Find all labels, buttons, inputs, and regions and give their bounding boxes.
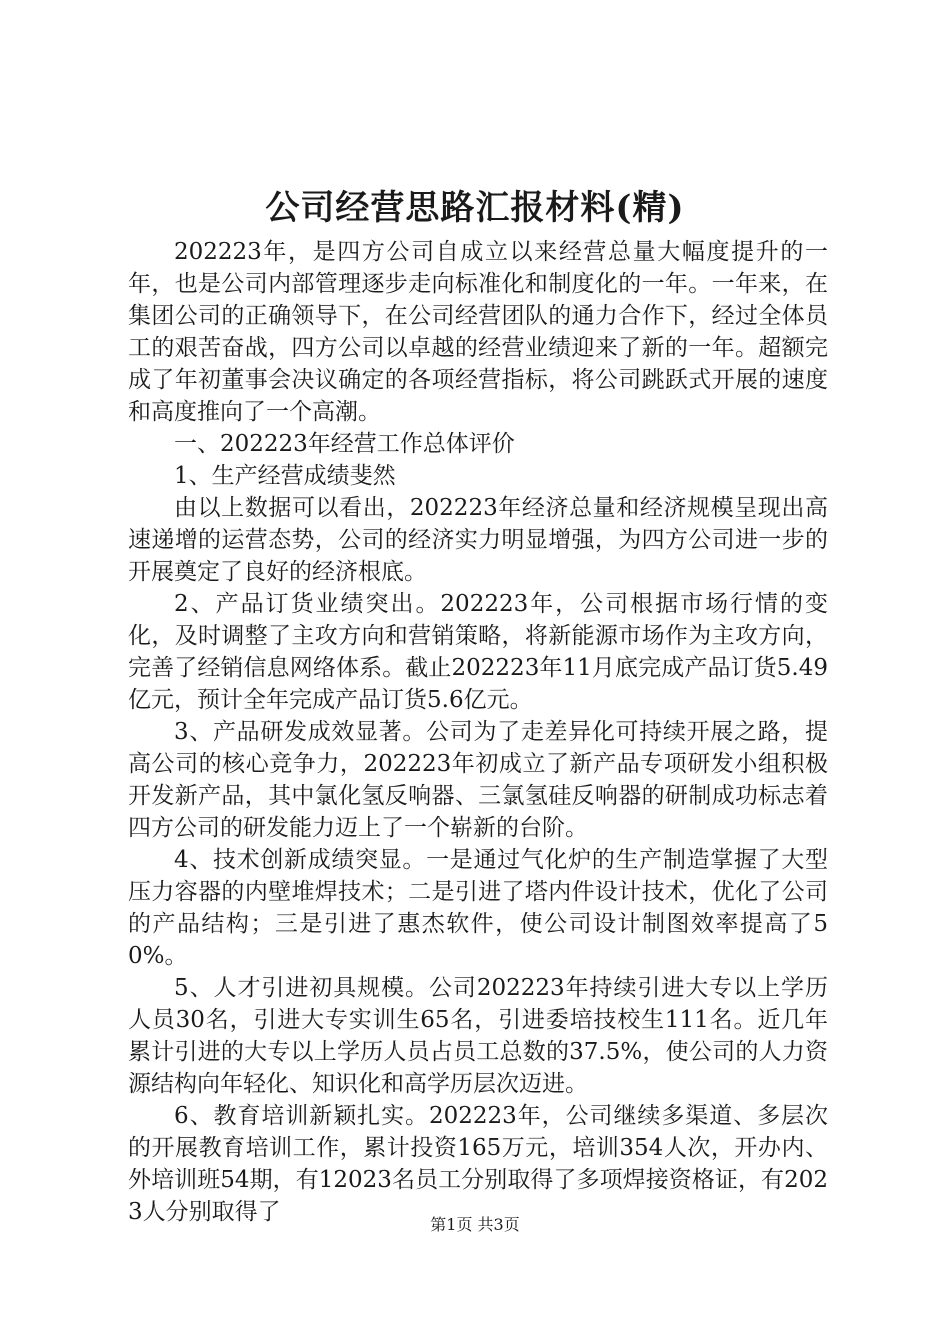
paragraph-economic-summary: 由以上数据可以看出，202223年经济总量和经济规模呈现出高速递增的运营态势，公司的经济实力明显增强，为四方公司进一步的开展奠定了良好的经济根底。 (128, 495, 828, 585)
page-number-footer: 第1页 共3页 (430, 1215, 520, 1234)
document-title: 公司经营思路汇报材料(精) (265, 188, 685, 228)
paragraph-innovation: 4、技术创新成绩突显。一是通过气化炉的生产制造掌握了大型压力容器的内壁堆焊技术；二是引进了塔内件设计技术，优化了公司的产品结构；三是引进了惠杰软件，使公司设计制图效率提高了50%。 (128, 847, 828, 969)
paragraph-intro: 202223年，是四方公司自成立以来经营总量大幅度提升的一年，也是公司内部管理逐步走向标准化和制度化的一年。一年来，在集团公司的正确领导下，在公司经营团队的通力合作下，经过全体员工的艰苦奋战，四方公司以卓越的经营业绩迎来了新的一年。超额完成了年初董事会决议确定的各项经营指标，将公司跳跃式开展的速度和高度推向了一个高潮。 (128, 239, 828, 425)
paragraph-talent: 5、人才引进初具规模。公司202223年持续引进大专以上学历人员30名，引进大专实训生65名，引进委培技校生111名。近几年累计引进的大专以上学历人员占员工总数的37.5%，使公司的人力资源结构向年轻化、知识化和高学历层次迈进。 (128, 975, 828, 1097)
paragraph-training: 6、教育培训新颖扎实。202223年，公司继续多渠道、多层次的开展教育培训工作，累计投资165万元，培训354人次，开办内、外培训班54期，有12023名员工分别取得了多项焊接资格证，有2023人分别取得了 (128, 1103, 828, 1225)
paragraph-rnd: 3、产品研发成效显著。公司为了走差异化可持续开展之路，提高公司的核心竞争力，202223年初成立了新产品专项研发小组积极开发新产品，其中氯化氢反响器、三氯氢硅反响器的研制成功标志着四方公司的研发能力迈上了一个崭新的台阶。 (128, 719, 828, 841)
paragraph-orders: 2、产品订货业绩突出。202223年，公司根据市场行情的变化，及时调整了主攻方向和营销策略，将新能源市场作为主攻方向，完善了经销信息网络体系。截止202223年11月底完成产品订货5.49亿元，预计全年完成产品订货5.6亿元。 (128, 591, 828, 713)
document-body (128, 236, 828, 1228)
subsection-heading: 1、生产经营成绩斐然 (174, 463, 396, 489)
section-heading: 一、202223年经营工作总体评价 (174, 431, 515, 457)
